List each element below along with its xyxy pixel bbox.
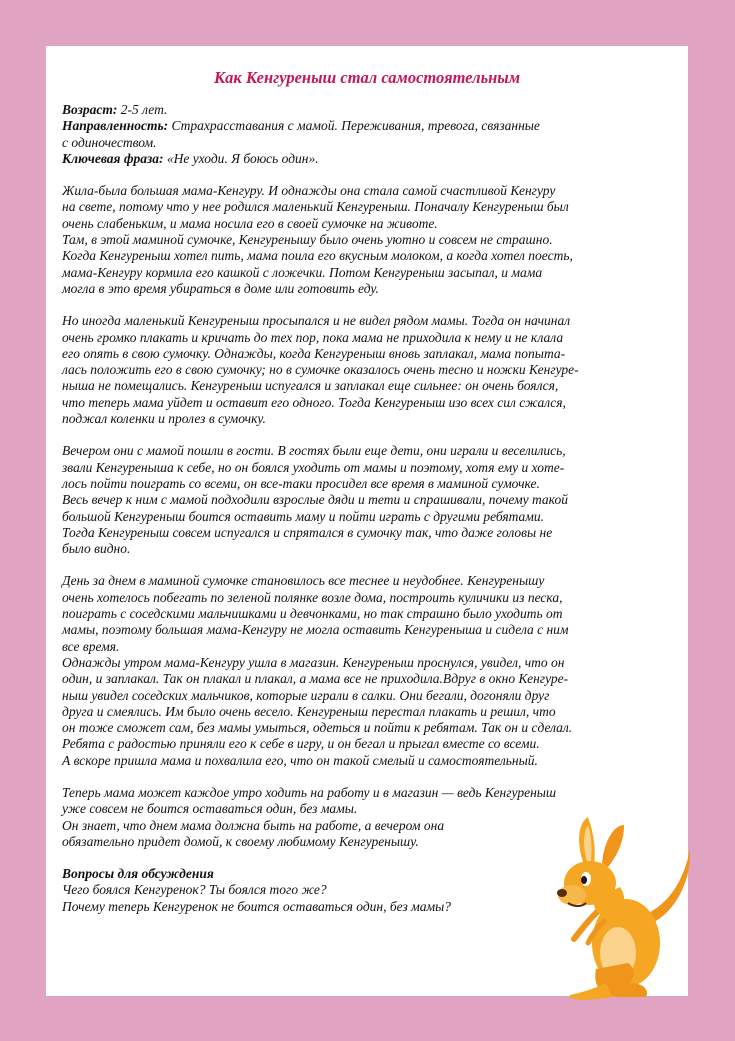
story-line: Жила-была большая мама-Кенгуру. И однажды она стала самой счастливой Кенгуру (62, 183, 556, 199)
story-line: Ребята с радостью приняли его к себе в игру, и он бегал и прыгал вместе со всеми. (62, 736, 540, 752)
story-line: на свете, потому что у нее родился маленький Кенгуреныш. Поначалу Кенгуреныш был (62, 199, 569, 215)
story-line: А вскоре пришла мама и похвалила его, что он такой смелый и самостоятельный. (62, 752, 538, 768)
story-line: лось пойти поиграть со всеми, он все-таки просидел все время в маминой сумочке. (62, 475, 540, 491)
meta-focus-cont: с одиночеством. (62, 134, 157, 150)
story-line: очень хотелось побегать по зеленой полянке возле дома, построить куличики из песка, (62, 589, 563, 605)
kangaroo-illustration (534, 803, 694, 1003)
story-line: было видно. (62, 541, 131, 557)
age-value: 2-5 лет. (120, 102, 168, 117)
story-line: ныш увидел соседских мальчиков, которые играли в салки. Они бегали, догоняли друг (62, 687, 550, 703)
story-line: Он знает, что днем мама должна быть на работе, а вечером она (62, 817, 445, 833)
story-line: ныша не помещались. Кенгуреныш испугался и заплакал еще сильнее: он очень боялся, (62, 378, 559, 394)
page-title: Как Кенгуреныш стал самостоятельным (213, 68, 521, 87)
story-paragraph (62, 573, 674, 769)
focus-label: Направленность: (62, 118, 169, 134)
story-line: поджал коленки и пролез в сумочку. (62, 411, 266, 427)
story-paragraph (62, 443, 674, 557)
story-line: он тоже сможет сам, без мамы умыться, одеться и пойти к ребятам. Так он и сделал. (62, 720, 573, 736)
story-line: большой Кенгуреныш боится оставить маму и пойти играть с другими ребятами. (62, 508, 545, 524)
story-line: Вечером они с мамой пошли в гости. В гостях были еще дети, они играли и веселились, (62, 443, 566, 459)
phrase-label: Ключевая фраза: (62, 150, 164, 166)
meta-age (62, 102, 674, 118)
story-paragraph (62, 313, 674, 427)
story-line: Весь вечер к ним с мамой подходили взрослые дяди и тети и спрашивали, почему такой (62, 492, 568, 508)
focus-value: Страхрасставания с мамой. Переживания, тревога, связанные (171, 118, 540, 134)
story-line: очень слабеньким, и мама носила его в своей сумочке на животе. (62, 215, 438, 231)
story-content (62, 102, 674, 915)
story-line: все время. (62, 638, 120, 654)
story-line: что теперь мама уйдет и оставит его одного. Тогда Кенгуреныш изо всех сил сжался, (62, 394, 566, 410)
story-line: День за днем в маминой сумочке становилось все теснее и неудобнее. Кенгуренышу (62, 573, 545, 589)
story-line: лась положить его в свою сумочку; но в сумочке оказалось очень тесно и ножки Кенгуре- (62, 362, 579, 378)
story-line: уже совсем не боится оставаться один, без мамы. (62, 801, 358, 817)
story-line: Однажды утром мама-Кенгуру ушла в магазин. Кенгуреныш проснулся, увидел, что он (62, 654, 565, 670)
story-line: Когда Кенгуреныш хотел пить, мама поила его вкусным молоком, а когда хотел поесть, (62, 248, 573, 264)
story-line: Но иногда маленький Кенгуреныш просыпался и не видел рядом мамы. Тогда он начинал (62, 313, 571, 329)
story-line: один, и заплакал. Так он плакал и плакал, а мама все не приходила.Вдруг в окно Кенгуре- (62, 671, 569, 687)
question-item: Чего боялся Кенгуренок? Ты боялся того же? (62, 882, 327, 898)
story-line: обязательно придет домой, к своему любимому Кенгуренышу. (62, 833, 419, 849)
phrase-value: «Не уходи. Я боюсь один». (166, 150, 319, 166)
question-item: Почему теперь Кенгуренок не боится оставаться один, без мамы? (62, 898, 452, 914)
story-line: Там, в этой маминой сумочке, Кенгуренышу было очень уютно и совсем не страшно. (62, 232, 553, 248)
story-paragraph (62, 183, 674, 297)
kangaroo-icon (557, 817, 690, 1000)
age-label: Возраст: (62, 102, 118, 117)
story-line: поиграть с соседскими мальчишками и девчонками, но так страшно было уходить от (62, 606, 563, 622)
page (46, 46, 688, 996)
meta-focus (62, 118, 674, 134)
story-paragraphs (62, 183, 674, 850)
story-line: Тогда Кенгуреныш совсем испугался и спрятался в сумочку так, что даже головы не (62, 524, 553, 540)
story-line: его опять в свою сумочку. Однажды, когда Кенгуреныш вновь заплакал, мама попыта- (62, 345, 566, 361)
questions-label: Вопросы для обсуждения (62, 866, 214, 882)
story-line: мамы, поэтому большая мама-Кенгуру не могла оставить Кенгуреныша и сидела с ним (62, 622, 569, 638)
story-line: звали Кенгуреныша к себе, но он боялся уходить от мамы и поэтому, хотя ему и хоте- (62, 459, 565, 475)
story-line: могла в это время убираться в доме или готовить еду. (62, 280, 379, 296)
story-line: Теперь мама может каждое утро ходить на работу и в магазин — ведь Кенгуреныш (62, 784, 557, 800)
story-line: друга и смеялись. Им было очень весело. Кенгуреныш перестал плакать и решил, что (62, 703, 556, 719)
meta-phrase (62, 151, 674, 167)
meta-block (62, 102, 674, 167)
story-line: очень громко плакать и кричать до тех пор, пока мама не приходила к нему и не клала (62, 329, 564, 345)
story-line: мама-Кенгуру кормила его кашкой с ложечки. Потом Кенгуреныш засыпал, и мама (62, 264, 543, 280)
